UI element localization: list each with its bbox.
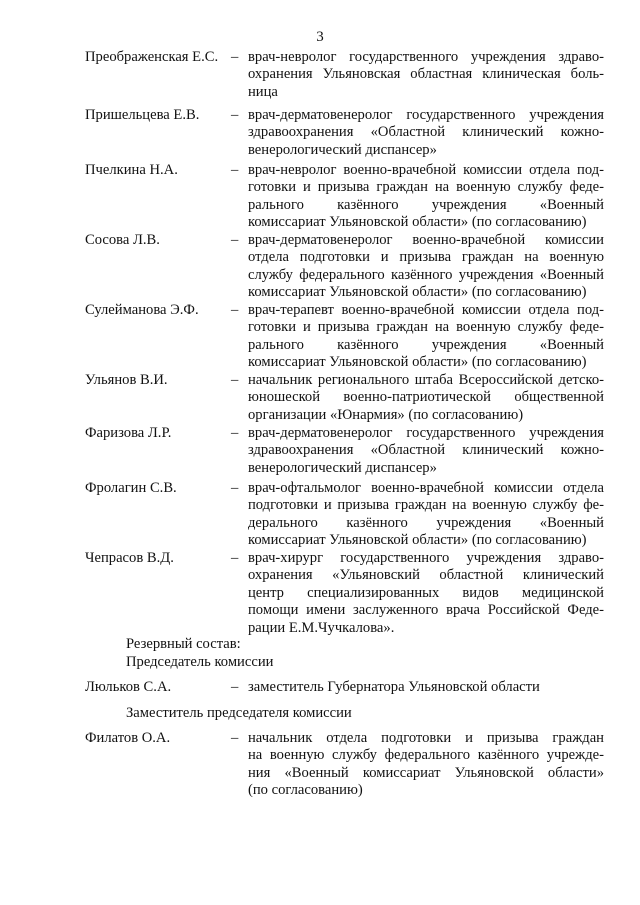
desc-line: подготовки и призыва граждан на военную службу фе- (248, 497, 604, 514)
member-name: Преображенская Е.С. (85, 49, 219, 65)
dash: – (231, 550, 239, 566)
dash: – (231, 107, 239, 123)
dash: – (231, 730, 239, 746)
member-name: Сулейманова Э.Ф. (85, 302, 199, 318)
deputy-label: Заместитель председателя комиссии (126, 705, 352, 721)
dash: – (231, 425, 239, 441)
chair-label: Председатель комиссии (126, 654, 274, 670)
desc-line: врач-дерматовенеролог военно-врачебной комиссии (248, 232, 604, 248)
desc-line: комиссариат Ульяновской области» (по согласованию) (248, 354, 587, 371)
desc-line: рального казённого учреждения «Военный (248, 196, 604, 213)
desc-line: юношеской военно-патриотической общественной (248, 389, 604, 406)
dash: – (231, 679, 239, 695)
dash: – (231, 162, 239, 178)
dash: – (231, 49, 239, 65)
member-name: Ульянов В.И. (85, 372, 168, 388)
deputy-name: Филатов О.А. (85, 730, 171, 746)
desc-line: венерологический диспансер» (248, 141, 437, 158)
member-desc (248, 49, 604, 101)
desc-line: центр специализированных видов медицинской (248, 584, 604, 601)
deputy-desc (248, 730, 604, 800)
desc-line: на военную службу федерального казённого учрежде- (248, 747, 604, 764)
desc-line: дерального казённого учреждения «Военный (248, 514, 604, 531)
desc-line: врач-невролог государственного учреждения здраво- (248, 49, 604, 65)
member-desc (248, 232, 604, 302)
desc-line: ница (248, 83, 278, 100)
desc-line: готовки и призыва граждан на военную службу феде- (248, 179, 604, 196)
member-desc (248, 550, 604, 637)
member-name: Фаризова Л.Р. (85, 425, 172, 441)
member-name: Пчелкина Н.А. (85, 162, 178, 178)
desc-line: ния «Военный комиссариат Ульяновской области» (248, 764, 604, 781)
desc-line: охранения Ульяновская областная клиническая боль- (248, 66, 604, 83)
desc-line: врач-офтальмолог военно-врачебной комиссии отдела (248, 480, 604, 496)
desc-line: начальник отдела подготовки и призыва граждан (248, 730, 604, 746)
desc-line: комиссариат Ульяновской области» (по согласованию) (248, 214, 587, 231)
member-desc (248, 302, 604, 372)
desc-line: венерологический диспансер» (248, 459, 437, 476)
desc-line: помощи имени заслуженного врача Российской Феде- (248, 602, 604, 619)
desc-line: отдела подготовки и призыва граждан на военную (248, 249, 604, 266)
page-number: 3 (316, 29, 324, 45)
dash: – (231, 480, 239, 496)
desc-line: врач-хирург государственного учреждения здраво- (248, 550, 604, 566)
desc-line: врач-терапевт военно-врачебной комиссии отдела под- (248, 302, 604, 318)
chair-name: Люльков С.А. (85, 679, 172, 695)
desc-line: охранения «Ульяновский областной клинический (248, 567, 604, 584)
desc-line: заместитель Губернатора Ульяновской области (248, 679, 540, 695)
member-name: Пришельцева Е.В. (85, 107, 200, 123)
desc-line: начальник регионального штаба Всероссийской детско- (248, 372, 604, 388)
desc-line: рального казённого учреждения «Военный (248, 336, 604, 353)
member-name: Сосова Л.В. (85, 232, 160, 248)
desc-line: рации Е.М.Чучкалова». (248, 619, 395, 636)
dash: – (231, 372, 239, 388)
chair-desc (248, 679, 604, 696)
desc-line: здравоохранения «Областной клинический кожно- (248, 124, 604, 141)
dash: – (231, 302, 239, 318)
desc-line: службу федерального казённого учреждения «Военный (248, 266, 604, 283)
desc-line: организации «Юнармия» (по согласованию) (248, 406, 524, 423)
desc-line: врач-дерматовенеролог государственного учреждения (248, 107, 604, 123)
member-desc (248, 162, 604, 232)
desc-line: здравоохранения «Областной клинический кожно- (248, 442, 604, 459)
desc-line: комиссариат Ульяновской области» (по согласованию) (248, 284, 587, 301)
member-desc (248, 107, 604, 159)
member-name: Фролагин С.В. (85, 480, 177, 496)
member-desc (248, 480, 604, 550)
member-name: Чепрасов В.Д. (85, 550, 174, 566)
desc-line: комиссариат Ульяновской области» (по согласованию) (248, 532, 587, 549)
desc-line: врач-дерматовенеролог государственного учреждения (248, 425, 604, 441)
desc-line: врач-невролог военно-врачебной комиссии отдела под- (248, 162, 604, 178)
dash: – (231, 232, 239, 248)
reserve-heading: Резервный состав: (126, 636, 241, 652)
desc-line: готовки и призыва граждан на военную службу феде- (248, 319, 604, 336)
member-desc (248, 372, 604, 424)
desc-line: (по согласованию) (248, 782, 363, 799)
member-desc (248, 425, 604, 477)
